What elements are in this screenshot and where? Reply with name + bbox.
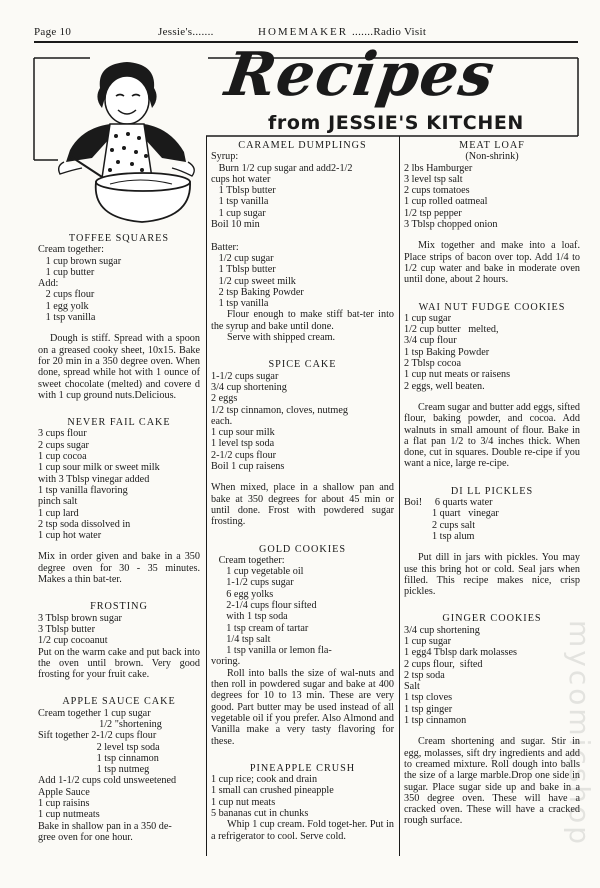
recipe-line: 1 tsp vanilla flavoring: [38, 484, 128, 496]
toffee-ingredients: [38, 244, 200, 323]
recipe-line: cups hot water: [211, 173, 271, 185]
recipe-line: 3 level tsp salt: [404, 173, 463, 185]
column-left: [38, 233, 200, 843]
recipe-line: 1 cup rice; cook and drain: [211, 774, 318, 786]
column-divider-1: [206, 136, 207, 856]
recipe-line: 1/4 tsp salt: [211, 633, 271, 645]
recipe-line: 1 cup rolled oatmeal: [404, 196, 488, 208]
recipe-line: 1 cup sugar: [404, 312, 451, 324]
gold-directions: Roll into balls the size of wal-nuts and then roll in powdered sugar and bake at 400 degrees for 10 to 13 min. These are very good. Part butter may be used instead of all vegetable oil if you prefer. Also Almond and Vanilla make a very tasty flavoring for these.: [211, 667, 394, 747]
dill-directions: Put dill in jars with pickles. You may use this bring hot or cold. Seal jars when filled. This recipe makes nice, crisp pickles.: [404, 552, 580, 598]
never-fail-directions: Mix in order given and bake in a 350 degree oven for 30 - 35 minutes. Makes a thin bat-ter.: [38, 551, 200, 586]
recipe-line: 1/2 cup cocoanut: [38, 635, 108, 647]
recipe-line: 1 cup brown sugar: [38, 255, 122, 267]
recipe-line: 1 cup raisins: [38, 798, 90, 810]
recipe-line: 1 cup sour milk or sweet milk: [38, 462, 160, 474]
recipe-line: 1 cup nutmeats: [38, 809, 100, 821]
recipe-line: 1/2 tsp cinnamon, cloves, nutmeg: [211, 404, 348, 416]
recipe-line: 1 tsp nutmeg: [38, 764, 150, 776]
recipe-line: 1 level tsp soda: [211, 438, 275, 450]
recipe-line: 1 quart vinegar: [404, 508, 499, 520]
recipe-line: 2 cups flour, sifted: [404, 658, 483, 670]
ginger-ingredients: [404, 625, 580, 727]
recipe-line: 2 cups flour: [38, 289, 95, 301]
recipe-line: 2 lbs Hamburger: [404, 162, 473, 174]
recipe-line: 3/4 cup shortening: [211, 381, 287, 393]
pineapple-ingredients: [211, 774, 394, 819]
toffee-directions: Dough is stiff. Spread with a spoon on a greased cooky sheet, 10x15. Bake for 20 min in a 350 degree oven. When done, spread while hot with 1 ounce of sweet chocolate (melted) and covere d with 1 cup ground nuts.Delicious.: [38, 333, 200, 401]
pineapple-directions: Whip 1 cup cream. Fold toget-her. Put in a refrigerator to cool. Serve cold.: [211, 819, 394, 842]
meat-loaf-subtitle: (Non-shrink): [465, 151, 519, 163]
apple-sauce-lines: [38, 708, 200, 844]
page-number: Page 10: [34, 26, 72, 38]
watermark: mycomicshop: [563, 620, 596, 848]
recipe-line: Syrup:: [211, 151, 239, 163]
recipe-line: 1 Tblsp butter: [211, 185, 276, 197]
recipe-line: 3/4 cup shortening: [404, 624, 480, 636]
header-jessies: Jessie's.......: [158, 26, 214, 38]
recipe-line: 1 cup cocoa: [38, 451, 87, 463]
recipe-line: Sift together 2-1/2 cups flour: [38, 730, 157, 742]
caramel-title: CARAMEL DUMPLINGS: [238, 140, 367, 151]
walnut-ingredients: [404, 313, 580, 392]
recipe-line: 2 tsp soda dissolved in: [38, 518, 131, 530]
recipe-line: 2-1/4 cups flour sifted: [211, 599, 317, 611]
caramel-serve: Serve with shipped cream.: [227, 332, 336, 344]
recipe-line: 1 tsp vanilla: [38, 312, 96, 324]
recipe-line: 2 cups sugar: [38, 439, 89, 451]
cook-illustration: [52, 58, 202, 228]
meat-loaf-directions: Mix together and make into a loaf. Place strips of bacon over top. Add 1/4 to 1/2 cup water and bake in moderate oven until done, about 2 hours.: [404, 240, 580, 286]
recipe-line: Bake in shallow pan in a 350 de-: [38, 820, 172, 832]
gold-ingredients: [211, 555, 394, 668]
recipe-line: Salt: [404, 681, 420, 693]
recipe-line: 3 Tblsp chopped onion: [404, 219, 498, 231]
recipe-line: 2-1/2 cups flour: [211, 449, 277, 461]
meat-loaf-ingredients: [404, 163, 580, 231]
recipe-line: 1 cup lard: [38, 507, 79, 519]
walnut-title: WAI NUT FUDGE COOKIES: [418, 301, 566, 313]
ginger-directions: Cream shortening and sugar. Stir in egg, molasses, sift dry ingredients and add to creamed mixture. Roll dough into balls the size of a large marble.Drop one side in sugar. Place sugar side up and bake in a 350 degree oven. These will have a cracked oven. These will have a cracked rough surface.: [404, 736, 580, 827]
meat-loaf-title: MEAT LOAF: [459, 140, 525, 151]
recipe-line: 1 tsp cream of tartar: [211, 622, 309, 634]
recipe-line: 2 Tblsp cocoa: [404, 358, 461, 370]
recipe-line: 1 cup butter: [38, 266, 95, 278]
recipe-line: 2 tsp soda: [404, 669, 445, 681]
recipe-line: 1 tsp cloves: [404, 692, 453, 704]
recipe-line: pinch salt: [38, 496, 78, 508]
recipe-line: 1 cup hot water: [38, 530, 102, 542]
spice-title: SPICE CAKE: [268, 359, 337, 371]
recipe-line: with 1 tsp soda: [211, 611, 288, 623]
recipe-line: 1 cup vegetable oil: [211, 566, 304, 578]
gold-title: GOLD COOKIES: [259, 543, 346, 555]
apple-sauce-title: APPLE SAUCE CAKE: [62, 696, 176, 708]
recipe-line: 1 tsp vanilla or lemon fla-: [211, 645, 332, 657]
recipe-line: Add 1-1/2 cups cold unsweetened: [38, 775, 177, 787]
recipe-line: 1-1/2 cups sugar: [211, 370, 279, 382]
recipe-line: 1 cup sugar: [211, 207, 266, 219]
recipe-line: Batter:: [211, 241, 239, 253]
toffee-title: TOFFEE SQUARES: [68, 233, 170, 244]
recipe-line: Cream together 1 cup sugar: [38, 707, 151, 719]
caramel-lines: [211, 151, 394, 309]
recipe-line: 1 cup sugar: [404, 635, 451, 647]
frosting-title: FROSTING: [90, 601, 148, 613]
recipe-line: 1 tsp cinnamon: [38, 752, 159, 764]
recipe-line: 2 level tsp soda: [38, 741, 160, 753]
recipe-line: Cream together:: [211, 554, 285, 566]
recipe-line: 6 egg yolks: [211, 588, 274, 600]
header-homemaker: HOMEMAKER: [258, 26, 349, 38]
recipe-line: 2 cups tomatoes: [404, 185, 470, 197]
recipe-line: 1 egg4 Tblsp dark molasses: [404, 647, 517, 659]
frosting-ingredients: [38, 613, 200, 647]
header-radio: .......Radio Visit: [352, 26, 427, 38]
recipe-line: gree oven for one hour.: [38, 831, 133, 843]
recipe-line: 1 small can crushed pineapple: [211, 785, 334, 797]
recipe-line: 1/2 tsp pepper: [404, 207, 462, 219]
banner-subtitle: from JESSIE'S KITCHEN: [268, 112, 524, 134]
recipe-line: Boil 10 min: [211, 219, 260, 231]
recipe-line: 1 egg yolk: [38, 300, 89, 312]
recipe-line: [211, 230, 394, 241]
recipe-line: 3 Tblsp butter: [38, 623, 95, 635]
recipe-line: 3 cups flour: [38, 428, 87, 440]
recipe-line: Apple Sauce: [38, 786, 90, 798]
recipe-line: 1 tsp alum: [404, 530, 475, 542]
recipe-line: 1-1/2 cups sugar: [211, 577, 294, 589]
walnut-directions: Cream sugar and butter add eggs, sifted flour, baking powder, and cocoa. Add walnuts in small amount of flour. Bake in a flat pan 1/2 to 3/4 inches thick. When done, cut in squares. Double re-cipe if you want a nice, large re-cipe.: [404, 401, 580, 470]
recipe-line: 1 tsp vanilla: [211, 298, 269, 310]
never-fail-ingredients: [38, 428, 200, 541]
column-divider-2: [399, 136, 400, 856]
recipe-line: with 3 Tblsp vinegar added: [38, 473, 150, 485]
spice-ingredients: [211, 371, 394, 473]
recipe-line: 1 tsp cinnamon: [404, 715, 467, 727]
recipe-line: 3 Tblsp brown sugar: [38, 612, 122, 624]
recipe-line: 1 cup nut meats or raisens: [404, 369, 511, 381]
recipe-line: 1 tsp Baking Powder: [404, 346, 490, 358]
recipe-line: 3/4 cup flour: [404, 335, 457, 347]
recipe-line: 1 Tblsp butter: [211, 264, 276, 276]
recipe-line: 2 eggs: [211, 393, 238, 405]
recipe-line: Cream together:: [38, 244, 104, 256]
pineapple-title: PINEAPPLE CRUSH: [249, 762, 356, 774]
frosting-directions: Put on the warm cake and put back into the oven until brown. Very good frosting for your fruit cake.: [38, 646, 200, 681]
recipe-line: 1/2 "shortening: [38, 718, 162, 730]
recipe-line: each.: [211, 415, 233, 427]
recipe-line: voring.: [211, 656, 241, 668]
recipe-line: 2 cups salt: [404, 519, 476, 531]
recipe-line: 1/2 cup sugar: [211, 252, 274, 264]
never-fail-title: NEVER FAIL CAKE: [67, 417, 171, 429]
dill-ingredients: [404, 497, 580, 542]
recipe-line: Boil 1 cup raisens: [211, 461, 285, 473]
recipe-line: Boi! 6 quarts water: [404, 497, 493, 509]
recipe-line: 2 tsp Baking Powder: [211, 286, 304, 298]
recipe-line: 1 cup sour milk: [211, 427, 275, 439]
recipe-line: 1/2 cup sweet milk: [211, 275, 296, 287]
recipe-line: 1 tsp ginger: [404, 703, 453, 715]
spice-directions: When mixed, place in a shallow pan and bake at 350 degrees for about 45 min or until done. Frost with powdered sugar frosting.: [211, 482, 394, 528]
column-middle: [211, 140, 394, 842]
column-right: [404, 140, 580, 827]
recipe-line: 1/2 cup butter melted,: [404, 324, 499, 336]
recipe-line: Burn 1/2 cup sugar and add2-1/2: [211, 162, 353, 174]
ginger-title: GINGER COOKIES: [442, 613, 542, 625]
recipe-line: 2 eggs, well beaten.: [404, 380, 485, 392]
recipe-line: 5 bananas cut in chunks: [211, 808, 309, 820]
recipe-line: Add:: [38, 278, 59, 290]
recipe-line: 1 cup nut meats: [211, 796, 276, 808]
caramel-directions: Flour enough to make stiff bat-ter into the syrup and bake until done.: [211, 309, 394, 332]
banner-title: Recipes: [221, 40, 500, 110]
dill-title: DI LL PICKLES: [450, 485, 534, 497]
recipe-line: 1 tsp vanilla: [211, 196, 269, 208]
